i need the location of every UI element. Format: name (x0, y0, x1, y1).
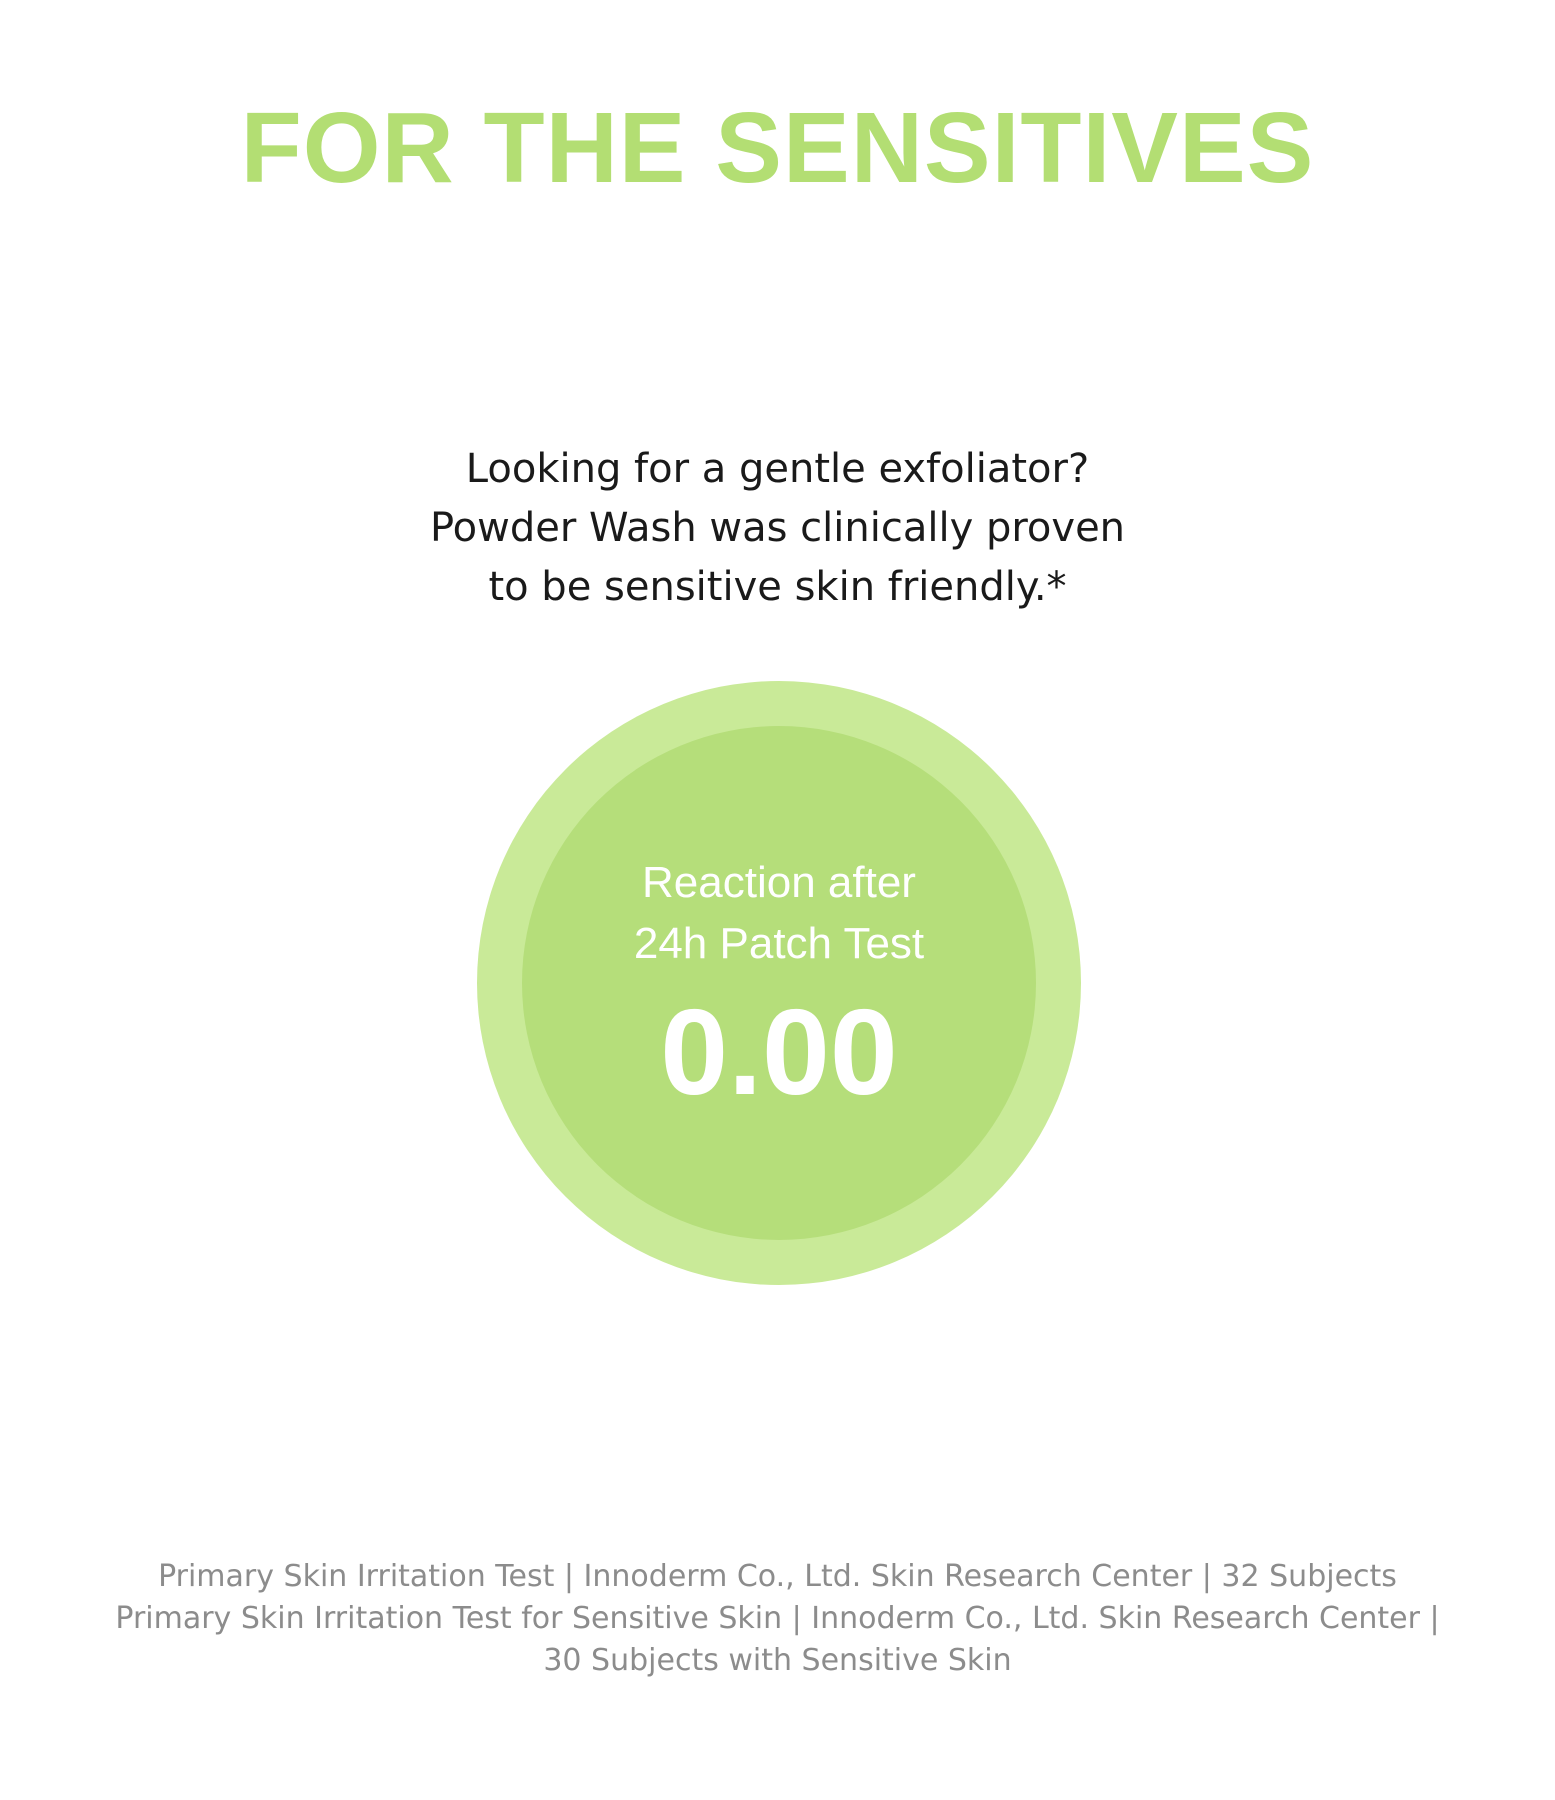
footnote-line-1: Primary Skin Irritation Test | Innoderm Co., Ltd. Skin Research Center | 32 Subjects (158, 1559, 1397, 1594)
intro-line-3: to be sensitive skin friendly.* (488, 564, 1067, 610)
study-footnote (0, 1556, 1555, 1682)
intro-line-2: Powder Wash was clinically proven (429, 505, 1126, 551)
intro-text (0, 440, 1555, 617)
patch-test-badge-value: 0.00 (660, 984, 898, 1120)
page-headline: FOR THE SENSITIVES (240, 92, 1315, 204)
intro-line-1: Looking for a gentle exfoliator? (465, 446, 1090, 492)
footnote-line-2: Primary Skin Irritation Test for Sensitive Skin | Innoderm Co., Ltd. Skin Research Center | (115, 1601, 1440, 1636)
footnote-line-3: 30 Subjects with Sensitive Skin (543, 1643, 1012, 1678)
patch-test-badge-label (522, 852, 1036, 974)
badge-label-line-2: 24h Patch Test (633, 919, 925, 968)
badge-label-line-1: Reaction after (642, 858, 916, 907)
